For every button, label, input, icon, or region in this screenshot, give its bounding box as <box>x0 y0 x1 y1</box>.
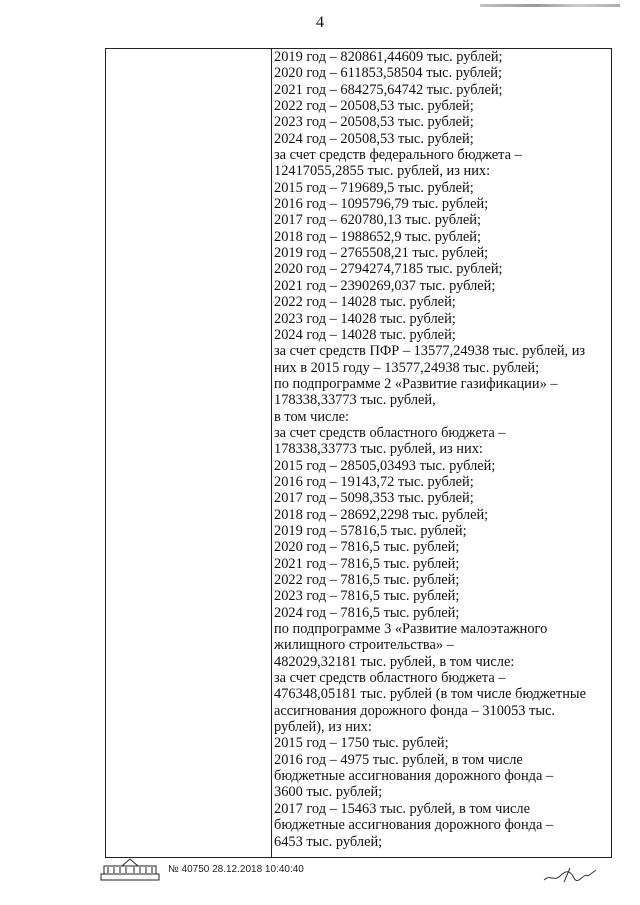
text-line: ассигнования дорожного фонда – 310053 тыс. <box>274 702 556 719</box>
text-line: 2022 год – 7816,5 тыс. рублей; <box>274 572 460 588</box>
text-line: за счет средств ПФР – 13577,24938 тыс. рублей, из <box>274 343 586 360</box>
text-line: 12417055,2855 тыс. рублей, из них: <box>274 163 491 180</box>
text-line: 2024 год – 20508,53 тыс. рублей; <box>274 130 474 147</box>
text-line: 2019 год – 57816,5 тыс. рублей; <box>274 522 467 539</box>
text-line: рублей), из них: <box>274 719 372 736</box>
text-line: 2018 год – 1988652,9 тыс. рублей; <box>274 228 481 245</box>
text-line: за счет средств областного бюджета – <box>274 424 506 441</box>
text-line: 2021 год – 684275,64742 тыс. рублей; <box>274 81 503 98</box>
text-line: 2022 год – 14028 тыс. рублей; <box>274 294 456 311</box>
text-line: 2017 год – 5098,353 тыс. рублей; <box>274 490 474 507</box>
column-divider <box>271 49 272 857</box>
page-number: 4 <box>316 14 324 31</box>
text-line: по подпрограмме 2 «Развитие газификации» – <box>274 375 558 392</box>
table-content-cell <box>274 49 607 850</box>
text-line: жилищного строительства» – <box>274 637 454 654</box>
text-line: 2024 год – 7816,5 тыс. рублей; <box>274 604 460 621</box>
text-line: за счет средств федерального бюджета – <box>274 147 522 164</box>
text-line: 178338,33773 тыс. рублей, из них: <box>274 441 483 458</box>
text-line: 2023 год – 14028 тыс. рублей; <box>274 310 456 327</box>
text-line: 2024 год – 14028 тыс. рублей; <box>274 326 456 343</box>
scan-artifact <box>480 4 620 7</box>
text-line: 6453 тыс. рублей; <box>274 833 383 850</box>
text-line: 2023 год – 7816,5 тыс. рублей; <box>274 588 460 605</box>
text-line: бюджетные ассигнования дорожного фонда – <box>274 817 554 834</box>
building-logo-icon <box>100 856 160 882</box>
text-line: 2015 год – 1750 тыс. рублей; <box>274 735 449 752</box>
text-line: 2015 год – 719689,5 тыс. рублей; <box>274 179 474 196</box>
text-line: 2020 год – 2794274,7185 тыс. рублей; <box>274 261 503 278</box>
handwritten-signature-icon <box>540 864 600 886</box>
text-line: по подпрограмме 3 «Развитие малоэтажного <box>274 621 548 638</box>
text-line: 482029,32181 тыс. рублей, в том числе: <box>274 653 515 670</box>
document-table <box>105 48 612 858</box>
text-line: 2020 год – 7816,5 тыс. рублей; <box>274 539 460 556</box>
text-line: 2017 год – 620780,13 тыс. рублей; <box>274 212 481 229</box>
text-line: 2016 год – 1095796,79 тыс. рублей; <box>274 196 489 213</box>
text-line: 2021 год – 2390269,037 тыс. рублей; <box>274 277 496 294</box>
text-line: в том числе: <box>274 408 350 425</box>
text-line: 2017 год – 15463 тыс. рублей, в том числе <box>274 800 530 817</box>
text-line: 2021 год – 7816,5 тыс. рублей; <box>274 555 460 572</box>
text-line: 2018 год – 28692,2298 тыс. рублей; <box>274 506 489 523</box>
text-line: 2016 год – 19143,72 тыс. рублей; <box>274 473 474 490</box>
text-line: 2019 год – 2765508,21 тыс. рублей; <box>274 245 489 262</box>
text-line: 2015 год – 28505,03493 тыс. рублей; <box>274 457 496 474</box>
text-line: 2023 год – 20508,53 тыс. рублей; <box>274 114 474 131</box>
document-stamp: № 40750 28.12.2018 10:40:40 <box>168 864 304 875</box>
text-line: 2019 год – 820861,44609 тыс. рублей; <box>274 49 503 65</box>
text-line: 2020 год – 611853,58504 тыс. рублей; <box>274 65 503 82</box>
text-line: 178338,33773 тыс. рублей, <box>274 392 436 409</box>
text-line: них в 2015 году – 13577,24938 тыс. рублей; <box>274 359 540 376</box>
text-line: 3600 тыс. рублей; <box>274 784 383 801</box>
text-line: 476348,05181 тыс. рублей (в том числе бюджетные <box>274 686 586 703</box>
text-line: 2016 год – 4975 тыс. рублей, в том числе <box>274 751 523 768</box>
text-line: бюджетные ассигнования дорожного фонда – <box>274 768 554 785</box>
text-line: 2022 год – 20508,53 тыс. рублей; <box>274 98 474 115</box>
text-line: за счет средств областного бюджета – <box>274 670 506 687</box>
